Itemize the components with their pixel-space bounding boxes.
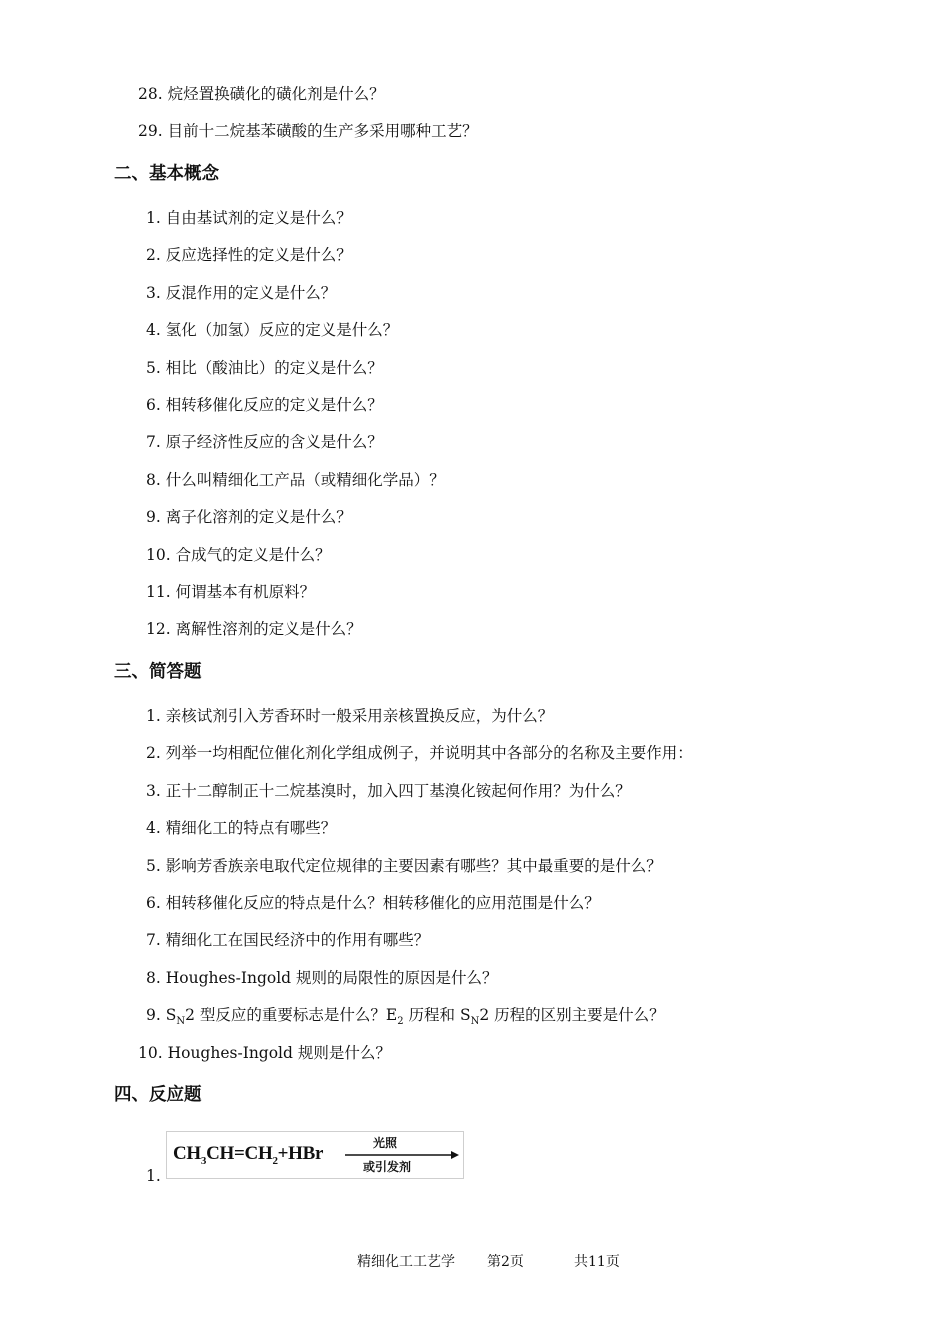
question-number: 8. — [146, 968, 161, 987]
question-item — [146, 470, 445, 490]
question-text: 精细化工在国民经济中的作用有哪些？ — [165, 931, 430, 950]
question-text: 正十二醇制正十二烷基溴时，加入四丁基溴化铵起何作用？为什么？ — [165, 781, 631, 800]
footer-course-name: 精细化工工艺学 — [357, 1254, 455, 1270]
question-text: 氢化（加氢）反应的定义是什么？ — [165, 321, 399, 340]
question-number: 3. — [146, 283, 161, 302]
question-number: 2. — [146, 246, 161, 265]
question-item — [146, 582, 315, 602]
question-text: 相转移催化反应的定义是什么？ — [165, 396, 383, 414]
question-item — [146, 1005, 665, 1032]
question-text: Houghes-Ingold 规则是什么？ — [167, 1043, 391, 1062]
question-number: 29. — [138, 122, 163, 140]
question-text: 反混作用的定义是什么？ — [165, 283, 337, 302]
question-text: Houghes-Ingold 规则的局限性的原因是什么？ — [165, 968, 498, 987]
section-heading-reactions: 四、反应题 — [114, 1085, 202, 1105]
question-number: 28. — [138, 85, 163, 103]
reaction-condition-bottom: 或引发剂 — [363, 1160, 412, 1174]
footer-total-pages: 共11页 — [574, 1254, 620, 1270]
question-item — [146, 358, 383, 378]
question-text: 目前十二烷基苯磺酸的生产多采用哪种工艺？ — [167, 122, 478, 140]
question-item — [146, 619, 362, 639]
reaction-number: 1. — [146, 1167, 161, 1185]
question-text: 影响芳香族亲电取代定位规律的主要因素有哪些？其中最重要的是什么？ — [165, 856, 662, 875]
question-number: 2. — [146, 744, 161, 763]
question-number: 11. — [146, 583, 171, 601]
footer-page-number: 第2页 — [487, 1254, 524, 1270]
question-text: 相转移催化反应的特点是什么？相转移催化的应用范围是什么？ — [165, 894, 600, 912]
reaction-condition-top: 光照 — [373, 1136, 398, 1150]
question-item — [146, 893, 600, 913]
section-heading-short-answer: 三、简答题 — [114, 662, 202, 682]
question-text: 自由基试剂的定义是什么？ — [165, 209, 352, 227]
question-text: 亲核试剂引入芳香环时一般采用亲核置换反应，为什么？ — [165, 707, 554, 725]
question-item — [146, 208, 352, 228]
question-number: 9. — [146, 1006, 161, 1025]
question-item — [146, 781, 631, 801]
question-number: 4. — [146, 819, 161, 838]
question-item — [146, 283, 336, 303]
question-number: 12. — [146, 620, 171, 639]
question-text: $S_N2$ 型反应的重要标志是什么？$E_2$ 历程和 $S_N2$ 历程的区别主要是什么？ — [165, 1006, 665, 1028]
question-item — [146, 545, 331, 565]
question-item — [146, 320, 398, 340]
reaction-equation-image — [166, 1131, 464, 1179]
question-item — [146, 930, 429, 950]
question-text: 列举一均相配位催化剂化学组成例子，并说明其中各部分的名称及主要作用： — [165, 744, 693, 763]
question-number: 9. — [146, 508, 161, 527]
question-text: 离子化溶剂的定义是什么？ — [165, 508, 352, 527]
question-text: 什么叫精细化工产品（或精细化学品）？ — [165, 470, 445, 489]
question-number: 1. — [146, 707, 161, 725]
question-number: 6. — [146, 396, 161, 414]
question-text: 精细化工的特点有哪些？ — [165, 819, 337, 838]
question-number: 5. — [146, 358, 161, 377]
question-text: 相比（酸油比）的定义是什么？ — [165, 358, 383, 377]
section-heading-basic-concepts: 二、基本概念 — [114, 164, 219, 184]
question-text: 反应选择性的定义是什么？ — [165, 246, 352, 265]
question-text: 烷烃置换磺化的磺化剂是什么？ — [167, 85, 385, 103]
question-number: 7. — [146, 433, 161, 452]
question-item — [146, 432, 383, 452]
question-text: 离解性溶剂的定义是什么？ — [175, 620, 362, 639]
question-item — [146, 856, 662, 876]
question-item — [138, 1043, 391, 1063]
question-item — [146, 818, 336, 838]
question-text: 原子经济性反应的含义是什么？ — [165, 433, 383, 452]
question-text: 何谓基本有机原料？ — [175, 583, 316, 601]
question-number: 7. — [146, 931, 161, 950]
question-29 — [138, 121, 478, 141]
question-number: 1. — [146, 209, 161, 227]
question-item — [146, 968, 498, 988]
question-number: 6. — [146, 894, 161, 912]
question-number: 4. — [146, 321, 161, 340]
question-number: 5. — [146, 856, 161, 875]
question-number: 10. — [146, 545, 171, 564]
question-item — [146, 395, 383, 415]
question-number: 8. — [146, 470, 161, 489]
question-number: 10. — [138, 1043, 163, 1062]
question-item — [146, 245, 352, 265]
question-text: 合成气的定义是什么？ — [175, 545, 331, 564]
question-number: 3. — [146, 781, 161, 800]
question-item — [146, 706, 553, 726]
question-item — [146, 743, 693, 763]
question-item — [146, 507, 352, 527]
question-28 — [138, 84, 385, 104]
reaction-formula: $CH_3CH=CH_2+HBr$ — [173, 1143, 324, 1167]
